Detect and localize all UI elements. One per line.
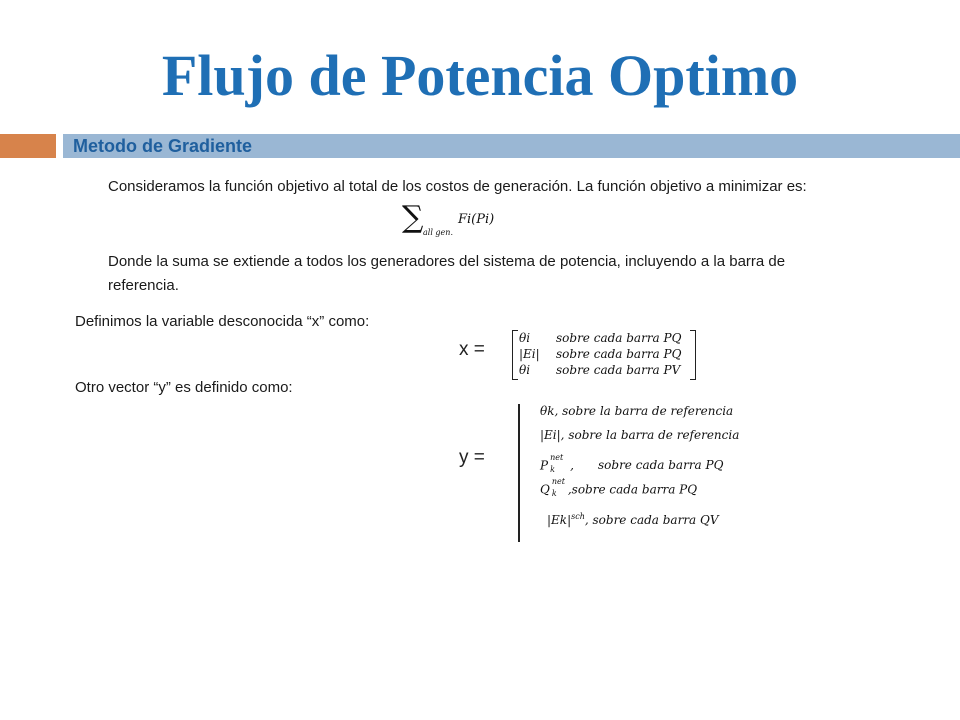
y-row-4-sub: k xyxy=(551,489,557,498)
slide-title: Flujo de Potencia Optimo xyxy=(161,43,799,108)
y-row-5-var: |Ek| xyxy=(547,513,572,527)
x-label: x = xyxy=(459,339,485,360)
x-row-desc: sobre cada barra PQ xyxy=(556,331,682,345)
sigma-symbol: ∑ xyxy=(402,200,424,235)
y-row-4-sup: net xyxy=(551,477,565,486)
x-vector-matrix xyxy=(512,330,696,378)
accent-bar-orange xyxy=(0,134,56,158)
x-row-var: θi xyxy=(519,363,531,377)
y-row-5-sup: sch xyxy=(571,512,585,521)
y-row-3 xyxy=(540,453,574,474)
y-row-4-desc: ,sobre cada barra PQ xyxy=(567,482,698,497)
y-row-4-var: Q xyxy=(540,482,550,497)
y-row-4 xyxy=(540,477,698,498)
y-row-3-desc: sobre cada barra PQ xyxy=(598,458,724,472)
x-row-var: |Ei| xyxy=(519,347,540,361)
paragraph-sum-line2: referencia. xyxy=(108,277,179,294)
y-label: y = xyxy=(459,447,485,468)
section-header: Metodo de Gradiente xyxy=(73,136,253,156)
y-vector-bar xyxy=(518,404,520,542)
paragraph-sum-line1: Donde la suma se extiende a todos los generadores del sistema de potencia, incluyendo a la barra de xyxy=(108,253,786,270)
y-row-3-sep: , xyxy=(570,458,574,473)
paragraph-y-definition: Otro vector “y” es definido como: xyxy=(75,379,293,396)
x-row xyxy=(512,331,696,347)
y-row-5-desc: , sobre cada barra QV xyxy=(584,513,719,527)
y-row-1: θk, sobre la barra de referencia xyxy=(540,404,734,418)
y-row-2: |Ei|, sobre la barra de referencia xyxy=(540,428,740,442)
x-row xyxy=(512,347,696,363)
x-row-desc: sobre cada barra PQ xyxy=(556,347,682,361)
y-row-5 xyxy=(547,512,719,527)
paragraph-objective: Consideramos la función objetivo al total de los costos de generación. La función objetivo a minimizar es: xyxy=(108,178,807,195)
x-row-desc: sobre cada barra PV xyxy=(556,363,681,377)
x-row-var: θi xyxy=(519,331,531,345)
y-row-3-sup: net xyxy=(550,453,564,462)
paragraph-x-definition: Definimos la variable desconocida “x” como: xyxy=(75,313,370,330)
sum-function: Fi(Pi) xyxy=(458,212,495,227)
y-row-3-var: P xyxy=(540,458,549,473)
x-row xyxy=(512,363,696,379)
y-row-3-sub: k xyxy=(550,465,555,474)
sum-subscript: all gen. xyxy=(423,228,453,237)
